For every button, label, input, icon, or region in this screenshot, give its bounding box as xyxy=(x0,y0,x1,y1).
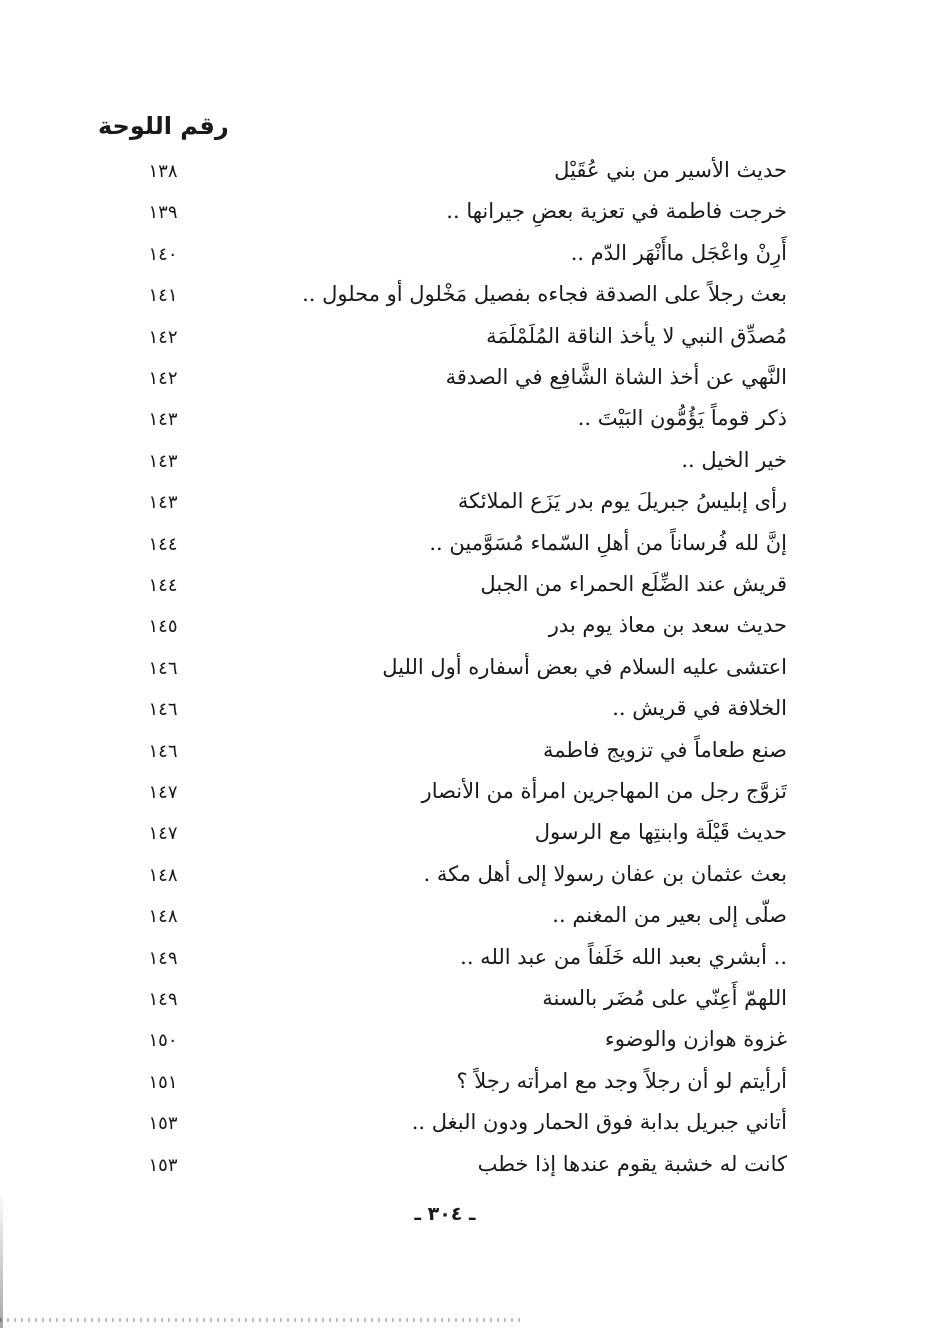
entry-plate-number: ١٤٢ xyxy=(148,326,178,348)
entry-plate-number: ١٤٦ xyxy=(148,699,178,721)
scan-edge-shadow xyxy=(0,1188,3,1328)
entry-title: تَزوَّج رجل من المهاجرين امرأة من الأنصار xyxy=(421,779,787,803)
scan-bottom-noise xyxy=(0,1318,520,1322)
index-entry xyxy=(0,647,945,687)
entry-plate-number: ١٤٣ xyxy=(148,450,178,472)
index-entry xyxy=(0,771,945,811)
index-entry xyxy=(0,316,945,356)
entry-title: اللهمّ أَعِنّي على مُضَر بالسنة xyxy=(542,986,787,1010)
entry-plate-number: ١٤٣ xyxy=(148,492,178,514)
entry-title: بعث رجلاً على الصدقة فجاءه بفصيل مَخْلول أو محلول .. xyxy=(302,282,787,307)
index-entry xyxy=(0,523,945,563)
entry-title: أتاني جبريل بدابة فوق الحمار ودون البغل .. xyxy=(411,1110,787,1135)
index-entry xyxy=(0,481,945,521)
index-entry xyxy=(0,1102,945,1142)
entry-title: خرجت فاطمة في تعزية بعضِ جيرانها .. xyxy=(446,199,787,224)
entry-plate-number: ١٥٠ xyxy=(148,1030,178,1052)
page-number: ـ ٣٠٤ ـ xyxy=(414,1203,476,1225)
entry-plate-number: ١٥١ xyxy=(148,1071,178,1093)
index-entry xyxy=(0,688,945,728)
index-entry xyxy=(0,233,945,273)
entry-title: قريش عند الضِّلَع الحمراء من الجبل xyxy=(480,572,787,596)
index-entry xyxy=(0,440,945,480)
index-entry xyxy=(0,1144,945,1184)
entry-plate-number: ١٥٣ xyxy=(148,1154,178,1176)
entry-title: النَّهي عن أخذ الشاة الشَّافِع في الصدقة xyxy=(445,365,787,389)
entry-plate-number: ١٤٤ xyxy=(148,575,178,596)
index-entry xyxy=(0,191,945,231)
entry-plate-number: ١٤٧ xyxy=(148,782,178,803)
index-entry xyxy=(0,812,945,852)
index-entry xyxy=(0,978,945,1018)
entry-plate-number: ١٤٢ xyxy=(148,368,178,389)
entry-plate-number: ١٤٠ xyxy=(148,243,178,265)
index-entry xyxy=(0,1061,945,1101)
index-entry xyxy=(0,895,945,935)
entry-plate-number: ١٤٩ xyxy=(148,947,178,969)
entry-title: صنع طعاماً في تزويج فاطمة xyxy=(542,737,787,762)
entry-plate-number: ١٣٩ xyxy=(148,202,178,224)
index-entry xyxy=(0,730,945,770)
entry-title: حديث قَيْلَة وابنتِها مع الرسول xyxy=(534,820,787,845)
entry-title: .. أبشري بعبد الله خَلَفاً من عبد الله .. xyxy=(460,944,787,969)
entry-title: صلّى إلى بعير من المغنم .. xyxy=(552,903,787,928)
index-entry xyxy=(0,1019,945,1059)
entry-title: إنَّ لله فُرساناً من أهلِ السّماء مُسَوَّمين .. xyxy=(429,530,787,555)
index-entry xyxy=(0,937,945,977)
entry-plate-number: ١٤٥ xyxy=(148,616,178,638)
entry-title: غزوة هوازن والوضوء xyxy=(604,1027,787,1052)
entry-title: حديث الأسير من بني عُقَيْل xyxy=(554,158,787,182)
entry-title: أرأيتم لو أن رجلاً وجد مع امرأته رجلاً ؟ xyxy=(456,1068,787,1093)
entry-plate-number: ١٣٨ xyxy=(148,161,178,182)
entry-title: رأى إبليسُ جبريلَ يوم بدر يَزَع الملائكة xyxy=(457,489,787,514)
entry-title: أَرِنْ واعْجَل ماأَنْهَر الدّم .. xyxy=(570,240,787,265)
entry-plate-number: ١٤٩ xyxy=(148,989,178,1010)
index-entry xyxy=(0,854,945,894)
entry-plate-number: ١٤٨ xyxy=(148,906,178,928)
entry-title: بعث عثمان بن عفان رسولا إلى أهل مكة . xyxy=(423,861,787,886)
entry-title: كانت له خشبة يقوم عندها إذا خطب xyxy=(477,1151,787,1176)
entry-plate-number: ١٤٣ xyxy=(148,409,178,431)
entry-plate-number: ١٤١ xyxy=(148,285,178,307)
index-entry xyxy=(0,398,945,438)
entry-title: الخلافة في قريش .. xyxy=(612,696,787,721)
index-entry xyxy=(0,150,945,190)
index-entry xyxy=(0,605,945,645)
entry-title: حديث سعد بن معاذ يوم بدر xyxy=(548,613,787,638)
index-table xyxy=(0,150,945,1200)
entry-plate-number: ١٤٤ xyxy=(148,533,178,555)
index-entry xyxy=(0,274,945,314)
entry-plate-number: ١٤٦ xyxy=(148,740,178,762)
entry-title: خير الخيل .. xyxy=(681,447,787,472)
entry-plate-number: ١٥٣ xyxy=(148,1113,178,1135)
entry-plate-number: ١٤٧ xyxy=(148,823,178,845)
index-entry xyxy=(0,357,945,397)
entry-plate-number: ١٤٦ xyxy=(148,657,178,679)
entry-title: مُصدِّق النبي لا يأخذ الناقة المُلَمْلَمَة xyxy=(486,323,787,348)
column-header-plate-number: رقم اللوحة xyxy=(98,112,229,140)
index-entry xyxy=(0,564,945,604)
entry-title: اعتشى عليه السلام في بعض أسفاره أول الليل xyxy=(382,654,787,679)
entry-title: ذكر قوماً يَؤُمُّون البَيْتَ .. xyxy=(577,406,787,431)
entry-plate-number: ١٤٨ xyxy=(148,864,178,886)
